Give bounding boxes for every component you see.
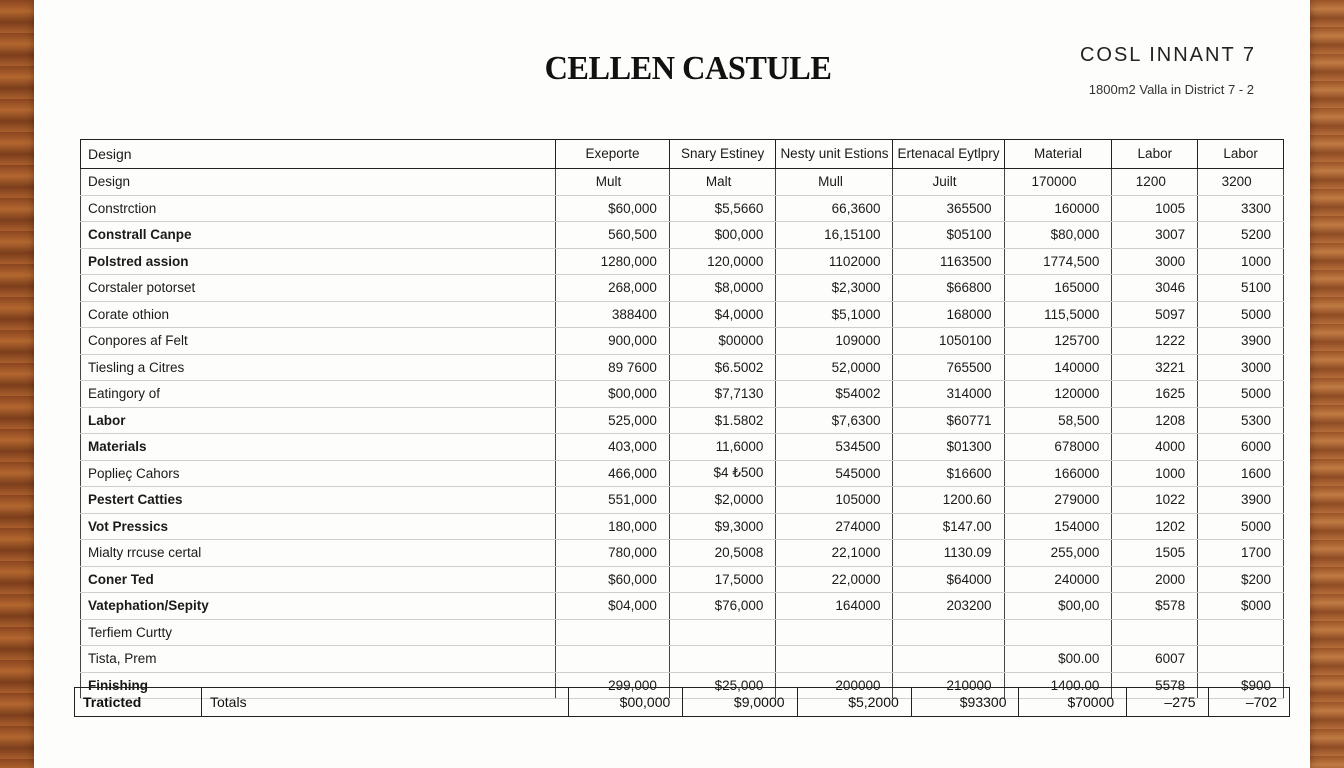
- totals-cell: $5,2000: [797, 688, 911, 717]
- table-cell: 900,000: [556, 328, 670, 355]
- table-cell: 3900: [1198, 487, 1284, 514]
- table-cell: 1202: [1112, 513, 1198, 540]
- table-cell: $16600: [893, 460, 1004, 487]
- table-cell: [776, 619, 893, 646]
- table-row: [81, 354, 1284, 381]
- table-cell: 765500: [893, 354, 1004, 381]
- row-label: Vot Pressics: [81, 513, 556, 540]
- table-cell: 525,000: [556, 407, 670, 434]
- table-cell: 3007: [1112, 222, 1198, 249]
- table-cell: 780,000: [556, 540, 670, 567]
- table-cell: $8,0000: [669, 275, 776, 302]
- table-cell: 1400.00: [1004, 672, 1112, 699]
- table-cell: 466,000: [556, 460, 670, 487]
- table-cell: 1774,500: [1004, 248, 1112, 275]
- table-cell: 1208: [1112, 407, 1198, 434]
- table-cell: 534500: [776, 434, 893, 461]
- table-cell: [556, 646, 670, 673]
- table-cell: $900: [1198, 672, 1284, 699]
- table-cell: [1198, 619, 1284, 646]
- table-cell: $5,1000: [776, 301, 893, 328]
- table-cell: $60,000: [556, 195, 670, 222]
- row-label: Materials: [81, 434, 556, 461]
- table-cell: $25,000: [669, 672, 776, 699]
- table-cell: 1505: [1112, 540, 1198, 567]
- column-header: Labor: [1198, 140, 1284, 169]
- wood-table-left: [0, 0, 34, 768]
- table-cell: 5578: [1112, 672, 1198, 699]
- totals-label-secondary: Totals: [202, 688, 569, 717]
- table-cell: $5,5660: [669, 195, 776, 222]
- table-cell: 52,0000: [776, 354, 893, 381]
- cost-table: [80, 139, 1284, 699]
- table-cell: $00,00: [1004, 593, 1112, 620]
- row-label: Labor: [81, 407, 556, 434]
- table-row: [81, 381, 1284, 408]
- row-label: Poplieç Cahors: [81, 460, 556, 487]
- table-cell: 200000: [776, 672, 893, 699]
- totals-label: Traticted: [75, 688, 202, 717]
- table-cell: 168000: [893, 301, 1004, 328]
- table-cell: 279000: [1004, 487, 1112, 514]
- column-header: Ertenacal Eytlpry: [893, 140, 1004, 169]
- table-row: [81, 301, 1284, 328]
- table-row: [81, 540, 1284, 567]
- table-cell: 274000: [776, 513, 893, 540]
- table-cell: 120,0000: [669, 248, 776, 275]
- row-label: Pestert Catties: [81, 487, 556, 514]
- table-cell: $00000: [669, 328, 776, 355]
- table-cell: 551,000: [556, 487, 670, 514]
- table-cell: 89 7600: [556, 354, 670, 381]
- table-cell: 154000: [1004, 513, 1112, 540]
- table-cell: 140000: [1004, 354, 1112, 381]
- table-cell: 1000: [1112, 460, 1198, 487]
- table-cell: 1102000: [776, 248, 893, 275]
- row-label: Vatephation/Sepity: [81, 593, 556, 620]
- totals-cell: $70000: [1019, 688, 1127, 717]
- table-cell: [776, 646, 893, 673]
- table-cell: $7,6300: [776, 407, 893, 434]
- table-cell: 120000: [1004, 381, 1112, 408]
- table-cell: 1200.60: [893, 487, 1004, 514]
- row-label: Polstred assion: [81, 248, 556, 275]
- row-label: Corate othion: [81, 301, 556, 328]
- table-cell: $80,000: [1004, 222, 1112, 249]
- table-cell: 3900: [1198, 328, 1284, 355]
- table-cell: 11,6000: [669, 434, 776, 461]
- table-cell: 3000: [1198, 354, 1284, 381]
- table-cell: 203200: [893, 593, 1004, 620]
- table-row: [81, 593, 1284, 620]
- table-cell: 5000: [1198, 513, 1284, 540]
- table-cell: $64000: [893, 566, 1004, 593]
- table-cell: $000: [1198, 593, 1284, 620]
- table-cell: 1200: [1112, 169, 1198, 196]
- totals-cell: –275: [1127, 688, 1208, 717]
- table-cell: 299,000: [556, 672, 670, 699]
- table-cell: 5097: [1112, 301, 1198, 328]
- table-cell: Juilt: [893, 169, 1004, 196]
- table-cell: 560,500: [556, 222, 670, 249]
- table-row: [81, 619, 1284, 646]
- table-cell: 388400: [556, 301, 670, 328]
- table-cell: 210000: [893, 672, 1004, 699]
- table-cell: [1004, 619, 1112, 646]
- column-header: Labor: [1112, 140, 1198, 169]
- table-cell: 5000: [1198, 381, 1284, 408]
- column-header: Design: [81, 140, 556, 169]
- table-cell: 125700: [1004, 328, 1112, 355]
- table-cell: 22,0000: [776, 566, 893, 593]
- table-cell: 170000: [1004, 169, 1112, 196]
- table-cell: 255,000: [1004, 540, 1112, 567]
- table-cell: [893, 646, 1004, 673]
- table-cell: [556, 619, 670, 646]
- table-cell: 1005: [1112, 195, 1198, 222]
- document-subtitle: 1800m2 Valla in District 7 - 2: [1088, 82, 1254, 97]
- table-cell: $7,7130: [669, 381, 776, 408]
- table-cell: 165000: [1004, 275, 1112, 302]
- wood-table-right: [1310, 0, 1344, 768]
- table-cell: 17,5000: [669, 566, 776, 593]
- table-cell: $578: [1112, 593, 1198, 620]
- table-cell: 1280,000: [556, 248, 670, 275]
- table-cell: 22,1000: [776, 540, 893, 567]
- table-cell: $1.5802: [669, 407, 776, 434]
- row-label: Coner Ted: [81, 566, 556, 593]
- table-cell: 20,5008: [669, 540, 776, 567]
- totals-cell: $9,0000: [683, 688, 797, 717]
- table-cell: 1600: [1198, 460, 1284, 487]
- table-row: [81, 566, 1284, 593]
- table-cell: 180,000: [556, 513, 670, 540]
- table-cell: $76,000: [669, 593, 776, 620]
- table-row: [81, 248, 1284, 275]
- table-cell: 3000: [1112, 248, 1198, 275]
- table-cell: 58,500: [1004, 407, 1112, 434]
- column-header: Nesty unit Estions: [776, 140, 893, 169]
- table-row: [81, 513, 1284, 540]
- table-cell: $60,000: [556, 566, 670, 593]
- table-cell: 5100: [1198, 275, 1284, 302]
- table-cell: $2,3000: [776, 275, 893, 302]
- table-cell: 240000: [1004, 566, 1112, 593]
- table-cell: $6.5002: [669, 354, 776, 381]
- table-cell: [1198, 646, 1284, 673]
- table-cell: 1163500: [893, 248, 1004, 275]
- table-cell: 105000: [776, 487, 893, 514]
- table-cell: $54002: [776, 381, 893, 408]
- table-cell: 1050100: [893, 328, 1004, 355]
- document-title: CELLEN CASTULE: [544, 50, 832, 87]
- row-label: Tiesling a Citres: [81, 354, 556, 381]
- table-cell: $2,0000: [669, 487, 776, 514]
- table-cell: 1022: [1112, 487, 1198, 514]
- table-cell: 2000: [1112, 566, 1198, 593]
- table-cell: [669, 619, 776, 646]
- table-cell: 3200: [1198, 169, 1284, 196]
- table-cell: $05100: [893, 222, 1004, 249]
- table-cell: 3300: [1198, 195, 1284, 222]
- table-cell: [1112, 619, 1198, 646]
- table-cell: Malt: [669, 169, 776, 196]
- table-cell: $00,000: [669, 222, 776, 249]
- table-cell: $200: [1198, 566, 1284, 593]
- table-cell: $147.00: [893, 513, 1004, 540]
- table-cell: 66,3600: [776, 195, 893, 222]
- table-cell: Mult: [556, 169, 670, 196]
- row-label: Conpores af Felt: [81, 328, 556, 355]
- table-row: [81, 275, 1284, 302]
- table-cell: $04,000: [556, 593, 670, 620]
- table-cell: $00,000: [556, 381, 670, 408]
- totals-cell: $93300: [911, 688, 1019, 717]
- table-cell: 5200: [1198, 222, 1284, 249]
- table-cell: Mull: [776, 169, 893, 196]
- table-cell: 1130.09: [893, 540, 1004, 567]
- totals-cell: –702: [1208, 688, 1289, 717]
- column-header: Exeporte: [556, 140, 670, 169]
- row-label: Constrction: [81, 195, 556, 222]
- table-header-row: [81, 140, 1284, 169]
- table-cell: 166000: [1004, 460, 1112, 487]
- table-row: [81, 195, 1284, 222]
- table-cell: 1700: [1198, 540, 1284, 567]
- table-cell: 115,5000: [1004, 301, 1112, 328]
- table-cell: 314000: [893, 381, 1004, 408]
- totals-cell: $00,000: [569, 688, 683, 717]
- table-row: [81, 487, 1284, 514]
- table-cell: $4 ₺500: [669, 460, 776, 487]
- table-cell: 6000: [1198, 434, 1284, 461]
- table-row: [81, 407, 1284, 434]
- row-label: Corstaler potorset: [81, 275, 556, 302]
- table-row: [81, 222, 1284, 249]
- table-cell: $00.00: [1004, 646, 1112, 673]
- table-row: [81, 460, 1284, 487]
- row-label: Eatingory of: [81, 381, 556, 408]
- table-cell: 1625: [1112, 381, 1198, 408]
- table-cell: 403,000: [556, 434, 670, 461]
- table-cell: 160000: [1004, 195, 1112, 222]
- table-cell: 5300: [1198, 407, 1284, 434]
- table-cell: 1222: [1112, 328, 1198, 355]
- table-cell: 268,000: [556, 275, 670, 302]
- table-row: [81, 328, 1284, 355]
- column-header: Material: [1004, 140, 1112, 169]
- table-row: [81, 646, 1284, 673]
- row-label: Finishing: [81, 672, 556, 699]
- row-label: Design: [81, 169, 556, 196]
- table-cell: 164000: [776, 593, 893, 620]
- table-cell: 1000: [1198, 248, 1284, 275]
- table-cell: $60771: [893, 407, 1004, 434]
- table-cell: 3221: [1112, 354, 1198, 381]
- table-cell: $66800: [893, 275, 1004, 302]
- table-cell: 109000: [776, 328, 893, 355]
- table-cell: $01300: [893, 434, 1004, 461]
- row-label: Tista, Prem: [81, 646, 556, 673]
- table-cell: 5000: [1198, 301, 1284, 328]
- row-label: Constrall Canpe: [81, 222, 556, 249]
- row-label: Terfiem Curtty: [81, 619, 556, 646]
- document-code: COSL INNANT 7: [1079, 44, 1256, 66]
- totals-row: [75, 688, 1290, 717]
- table-cell: 678000: [1004, 434, 1112, 461]
- table-cell: 6007: [1112, 646, 1198, 673]
- totals-table: [74, 687, 1290, 717]
- table-cell: $9,3000: [669, 513, 776, 540]
- table-cell: $4,0000: [669, 301, 776, 328]
- table-row: [81, 169, 1284, 196]
- table-cell: [893, 619, 1004, 646]
- table-cell: 545000: [776, 460, 893, 487]
- table-cell: 16,15100: [776, 222, 893, 249]
- table-cell: 365500: [893, 195, 1004, 222]
- row-label: Mialty rrcuse certal: [81, 540, 556, 567]
- table-row: [81, 434, 1284, 461]
- table-cell: 3046: [1112, 275, 1198, 302]
- table-cell: [669, 646, 776, 673]
- column-header: Snary Estiney: [669, 140, 776, 169]
- table-cell: 4000: [1112, 434, 1198, 461]
- paper-sheet: [34, 0, 1310, 768]
